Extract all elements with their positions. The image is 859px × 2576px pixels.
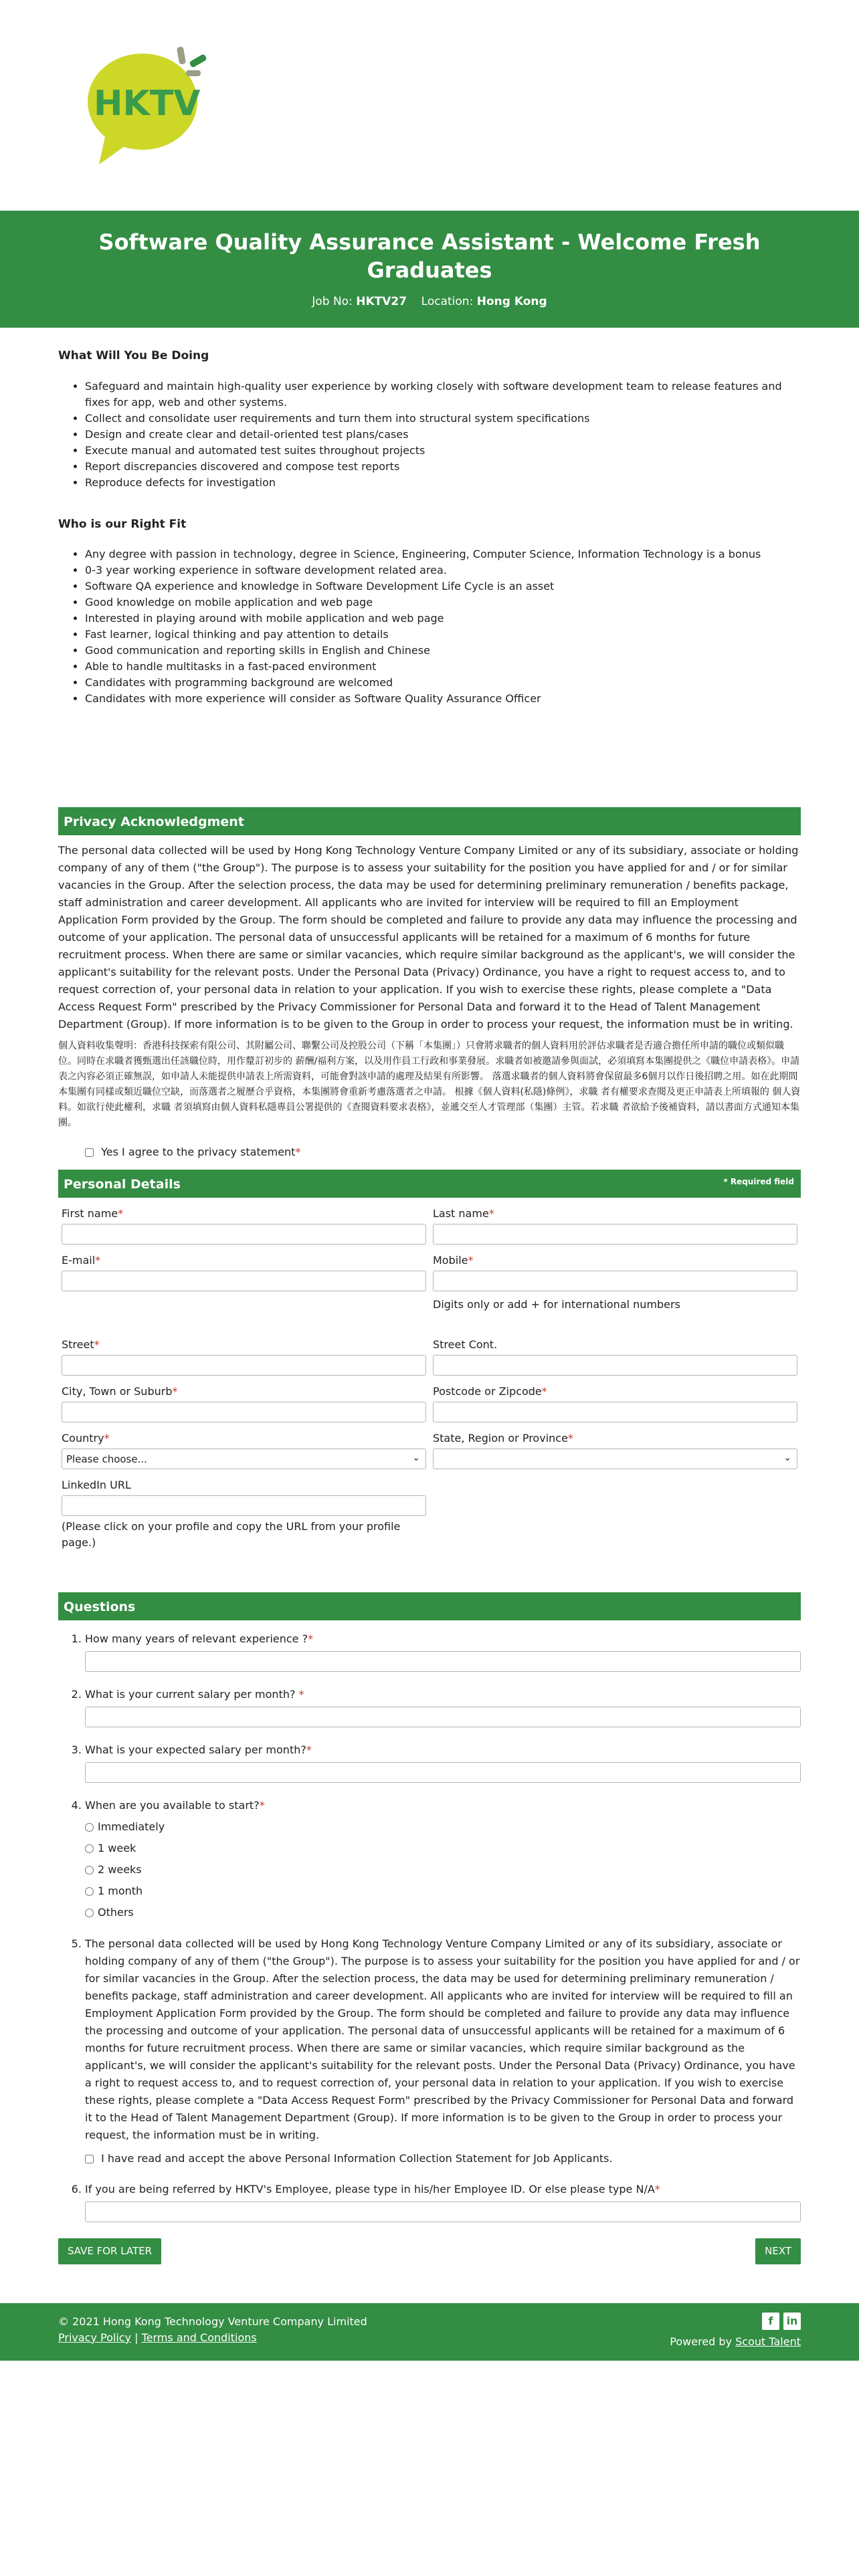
- list-item: • Collect and consolidate user requirements and turn them into structural system specifications: [85, 411, 801, 427]
- powered-by: [670, 2334, 801, 2350]
- last-name-group: Last name*: [433, 1206, 797, 1245]
- list-item: • Good communication and reporting skills in English and Chinese: [85, 643, 801, 659]
- question-6-label: If you are being referred by HKTV's Employee, please type in his/her Employee ID. Or else please type N/A: [85, 2183, 655, 2195]
- privacy-policy-link[interactable]: Privacy Policy: [58, 2331, 132, 2344]
- radio-immediately[interactable]: [85, 1823, 94, 1832]
- question-4: 4. When are you available to start?* Immediately 1 week 2 weeks 1 month Others: [85, 1798, 801, 1921]
- next-button[interactable]: NEXT: [755, 2238, 801, 2264]
- footer: [0, 2303, 859, 2361]
- last-name-label: Last name: [433, 1207, 489, 1220]
- linkedin-label: LinkedIn URL: [62, 1479, 131, 1491]
- question-5-text: 5. The personal data collected will be used by Hong Kong Technology Venture Company Limited or any of its subsidiary, associate or holding company of any of them ("the Group"). The purpose is to assess your suitability for the position you have applied for and / or for similar vacancies in the Group. After the selection process, the data may be used for determining preliminary remuneration / benefits package, staff administration and career development. All applicants who are invited for interview will be required to fill an Employment Application Form provided by the Group. The form should be completed and failure to provide any data may influence the processing and outcome of your application. The personal data of unsuccessful applicants will be retained for a maximum of 6 months for future recruitment process. When there are same or similar vacancies, which require similar background as the applicant's, we will consider the applicant's suitability for the relevant posts. Under the Personal Data (Privacy) Ordinance, you have a right to request access to, and to request correction of, your personal data in relation to your application. If you wish to exercise these rights, please complete a "Data Access Request Form" prescribed by the Privacy Commissioner for Personal Data and forward it to the Head of Talent Management Department (Group). If more information is to be given to the Group in order to process your request, the information must be in writing.: [85, 1937, 800, 2141]
- expected-salary-input[interactable]: [85, 1762, 801, 1783]
- pics-accept-checkbox[interactable]: [85, 2155, 94, 2163]
- radio-1-week[interactable]: [85, 1844, 94, 1853]
- list-item: • 0-3 year working experience in software development related area.: [85, 562, 801, 578]
- personal-heading: [58, 1170, 801, 1198]
- question-3: 3. What is your expected salary per month?*: [85, 1742, 801, 1783]
- street-group: Street*: [62, 1337, 426, 1376]
- state-select[interactable]: [433, 1448, 797, 1469]
- footer-separator: |: [134, 2331, 138, 2344]
- experience-input[interactable]: [85, 1651, 801, 1672]
- list-item: • Fast learner, logical thinking and pay attention to details: [85, 627, 801, 643]
- form-actions: [58, 2238, 801, 2264]
- radio-option[interactable]: [85, 1905, 801, 1921]
- hktv-logo: [79, 40, 219, 167]
- privacy-text-en: The personal data collected will be used by Hong Kong Technology Venture Company Limited or any of its subsidiary, associate or holding company of any of them ("the Group"). The purpose is to assess your suitability for the position you have applied for and / or for similar vacancies in the Group. After the selection process, the data may be used for determining preliminary remuneration / benefits package, staff administration and career development. All applicants who are invited for interview will be required to fill an Employment Application Form provided by the Group. The form should be completed and failure to provide any data may influence the processing and outcome of your application. The personal data of unsuccessful applicants will be retained for a maximum of 6 months for future recruitment process. When there are same or similar vacancies, which require similar background as the applicant's, we will consider the applicant's suitability for the relevant posts. Under the Personal Data (Privacy) Ordinance, you have a right to request access to, and to request correction of, your personal data in relation to your application. If you wish to exercise these rights, please complete a "Data Access Request Form" prescribed by the Privacy Commissioner for Personal Data and forward it to the Head of Talent Management Department (Group). If more information is to be given to the Group in order to process your request, the information must be in writing.: [58, 844, 799, 1031]
- list-item: • Candidates with programming background are welcomed: [85, 675, 801, 691]
- radio-others[interactable]: [85, 1909, 94, 1917]
- linkedin-group: [62, 1477, 426, 1551]
- radio-label: Immediately: [98, 1820, 165, 1833]
- radio-option[interactable]: [85, 1819, 801, 1835]
- privacy-section: [58, 807, 801, 1160]
- radio-option[interactable]: [85, 1883, 801, 1899]
- list-item: • Software QA experience and knowledge in Software Development Life Cycle is an asset: [85, 578, 801, 595]
- mobile-hint: Digits only or add + for international numbers: [433, 1298, 680, 1311]
- mobile-group: Mobile* Digits only or add + for international numbers: [433, 1253, 797, 1313]
- questions-section: [58, 1592, 801, 2264]
- list-item: • Safeguard and maintain high-quality user experience by working closely with software development team to release features and fixes for app, web and other systems.: [85, 379, 801, 411]
- personal-heading-text: Personal Details: [64, 1177, 181, 1192]
- mobile-label: Mobile: [433, 1254, 468, 1267]
- list-item: • Design and create clear and detail-oriented test plans/cases: [85, 427, 801, 443]
- question-3-label: What is your expected salary per month?: [85, 1743, 306, 1756]
- powered-by-label: Powered by: [670, 2335, 733, 2348]
- chevron-down-icon: ⌄: [783, 1453, 791, 1463]
- street-cont-label: Street Cont.: [433, 1338, 498, 1351]
- job-banner: [0, 211, 859, 328]
- required-note: * Required field: [723, 1177, 794, 1186]
- list-item: • Any degree with passion in technology, degree in Science, Engineering, Computer Science, Information Technology is a bonus: [85, 546, 801, 562]
- privacy-agree-label: Yes I agree to the privacy statement: [101, 1146, 296, 1158]
- list-item: • Able to handle multitasks in a fast-paced environment: [85, 659, 801, 675]
- question-1-label: How many years of relevant experience ?: [85, 1632, 308, 1645]
- street-input[interactable]: [62, 1355, 426, 1376]
- question-2-label: What is your current salary per month?: [85, 1688, 299, 1701]
- email-label: E-mail: [62, 1254, 96, 1267]
- question-1: 1. How many years of relevant experience ?*: [85, 1631, 801, 1672]
- chevron-down-icon: ⌄: [412, 1453, 420, 1463]
- social-links: [758, 2313, 801, 2330]
- radio-1-month[interactable]: [85, 1887, 94, 1896]
- city-label: City, Town or Suburb: [62, 1385, 173, 1398]
- job-meta: [0, 294, 859, 311]
- first-name-group: First name*: [62, 1206, 426, 1245]
- pics-accept-row[interactable]: [85, 2151, 801, 2167]
- list-item: • Candidates with more experience will consider as Software Quality Assurance Officer: [85, 691, 801, 707]
- radio-label: 2 weeks: [98, 1863, 142, 1876]
- privacy-agree-checkbox[interactable]: [85, 1148, 94, 1157]
- street-cont-input[interactable]: [433, 1355, 797, 1376]
- facebook-icon[interactable]: f: [762, 2313, 779, 2330]
- what-heading: What Will You Be Doing: [58, 349, 209, 362]
- personal-details-section: [58, 1170, 801, 1559]
- question-4-label: When are you available to start?: [85, 1799, 260, 1812]
- questions-list: [58, 1631, 801, 2222]
- radio-label: Others: [98, 1906, 134, 1919]
- country-group: Country* Please choose... ⌄: [62, 1430, 426, 1469]
- country-select[interactable]: [62, 1448, 426, 1469]
- list-item: • Report discrepancies discovered and compose test reports: [85, 459, 801, 475]
- postcode-group: Postcode or Zipcode*: [433, 1384, 797, 1422]
- street-cont-group: [433, 1337, 797, 1376]
- employee-id-input[interactable]: [85, 2202, 801, 2222]
- first-name-input[interactable]: [62, 1224, 426, 1245]
- first-name-label: First name: [62, 1207, 118, 1220]
- location: Hong Kong: [476, 295, 547, 308]
- linkedin-icon[interactable]: in: [783, 2313, 801, 2330]
- radio-label: 1 week: [98, 1842, 136, 1854]
- linkedin-input[interactable]: [62, 1495, 426, 1516]
- radio-label: 1 month: [98, 1885, 143, 1897]
- fit-list: [58, 546, 801, 707]
- current-salary-input[interactable]: [85, 1707, 801, 1727]
- question-6: 6. If you are being referred by HKTV's Employee, please type in his/her Employee ID. Or else please type N/A*: [85, 2181, 801, 2222]
- list-item: • Interested in playing around with mobile application and web page: [85, 611, 801, 627]
- copyright: © 2021 Hong Kong Technology Venture Company Limited: [58, 2315, 367, 2328]
- job-title: Software Quality Assurance Assistant - Welcome Fresh Graduates: [98, 229, 761, 283]
- radio-option[interactable]: [85, 1840, 801, 1856]
- postcode-input[interactable]: [433, 1402, 797, 1422]
- privacy-heading: Privacy Acknowledgment: [58, 807, 801, 835]
- radio-option[interactable]: [85, 1862, 801, 1878]
- privacy-text-zh: 個人資料收集聲明：香港科技探索有限公司、其附屬公司、聯繫公司及控股公司（下稱「本集團」）只會將求職者的個人資料用於評估求職者是否適合擔任所申請的職位或類似職位。同時在求職者獲甄選出任該職位時，用作釐訂初步的 薪酬/福利方案，以及用作員工行政和事業發展。求職者如被邀請參與面試，必須填寫本集團提供之《職位申請表格》。申請表之內容必須正確無誤，如申請人未能提供申請表上所需資料，可能會對該申請的處理及結果有所影響。 落選求職者的個人資料將會保留最多6個月以作日後招聘之用。如在此期間本集團有同樣或類近職位空缺，而落選者之履歷合乎資格，本集團將會重新考慮落選者之申請。 根據《個人資料(私隱)條例》，求職 者有權要求查閱及更正申請表上所填報的 個人資料。如欲行使此權利，求職 者須填寫由個人資料私隱專員公署提供的《查閱資料要求表格》，並遞交至人才管理部（集團）主管。若求職 者欲給予後補資料，請以書面方式通知本集團。: [58, 1041, 801, 1128]
- job-no-label: Job No:: [312, 295, 353, 308]
- logo-area: [0, 0, 859, 211]
- pics-accept-label: I have read and accept the above Personal Information Collection Statement for Job Applicants.: [101, 2152, 613, 2165]
- questions-heading: Questions: [58, 1592, 801, 1620]
- save-for-later-button[interactable]: SAVE FOR LATER: [58, 2238, 161, 2264]
- mobile-input[interactable]: [433, 1271, 797, 1291]
- postcode-label: Postcode or Zipcode: [433, 1385, 542, 1398]
- country-label: Country: [62, 1432, 104, 1444]
- radio-2-weeks[interactable]: [85, 1866, 94, 1874]
- job-no: HKTV27: [356, 295, 407, 308]
- location-label: Location:: [421, 295, 474, 308]
- street-label: Street: [62, 1338, 94, 1351]
- city-input[interactable]: [62, 1402, 426, 1422]
- privacy-agree-row: Yes I agree to the privacy statement*: [85, 1144, 801, 1160]
- email-group: E-mail*: [62, 1253, 426, 1313]
- list-item: • Good knowledge on mobile application and web page: [85, 595, 801, 611]
- list-item: • Reproduce defects for investigation: [85, 475, 801, 491]
- scout-talent-link[interactable]: Scout Talent: [735, 2335, 801, 2348]
- country-value: Please choose...: [66, 1453, 147, 1465]
- what-list: [58, 379, 801, 491]
- email-input[interactable]: [62, 1271, 426, 1291]
- question-5: [85, 1935, 801, 2167]
- fit-heading: Who is our Right Fit: [58, 517, 187, 531]
- city-group: City, Town or Suburb*: [62, 1384, 426, 1422]
- terms-link[interactable]: Terms and Conditions: [141, 2331, 257, 2344]
- last-name-input[interactable]: [433, 1224, 797, 1245]
- state-group: State, Region or Province* ⌄: [433, 1430, 797, 1469]
- question-2: 2. What is your current salary per month? *: [85, 1687, 801, 1727]
- logo-text: HKTV: [94, 84, 201, 124]
- state-label: State, Region or Province: [433, 1432, 568, 1444]
- linkedin-hint: (Please click on your profile and copy the URL from your profile page.): [62, 1520, 401, 1549]
- job-description: [58, 348, 801, 707]
- list-item: • Execute manual and automated test suites throughout projects: [85, 443, 801, 459]
